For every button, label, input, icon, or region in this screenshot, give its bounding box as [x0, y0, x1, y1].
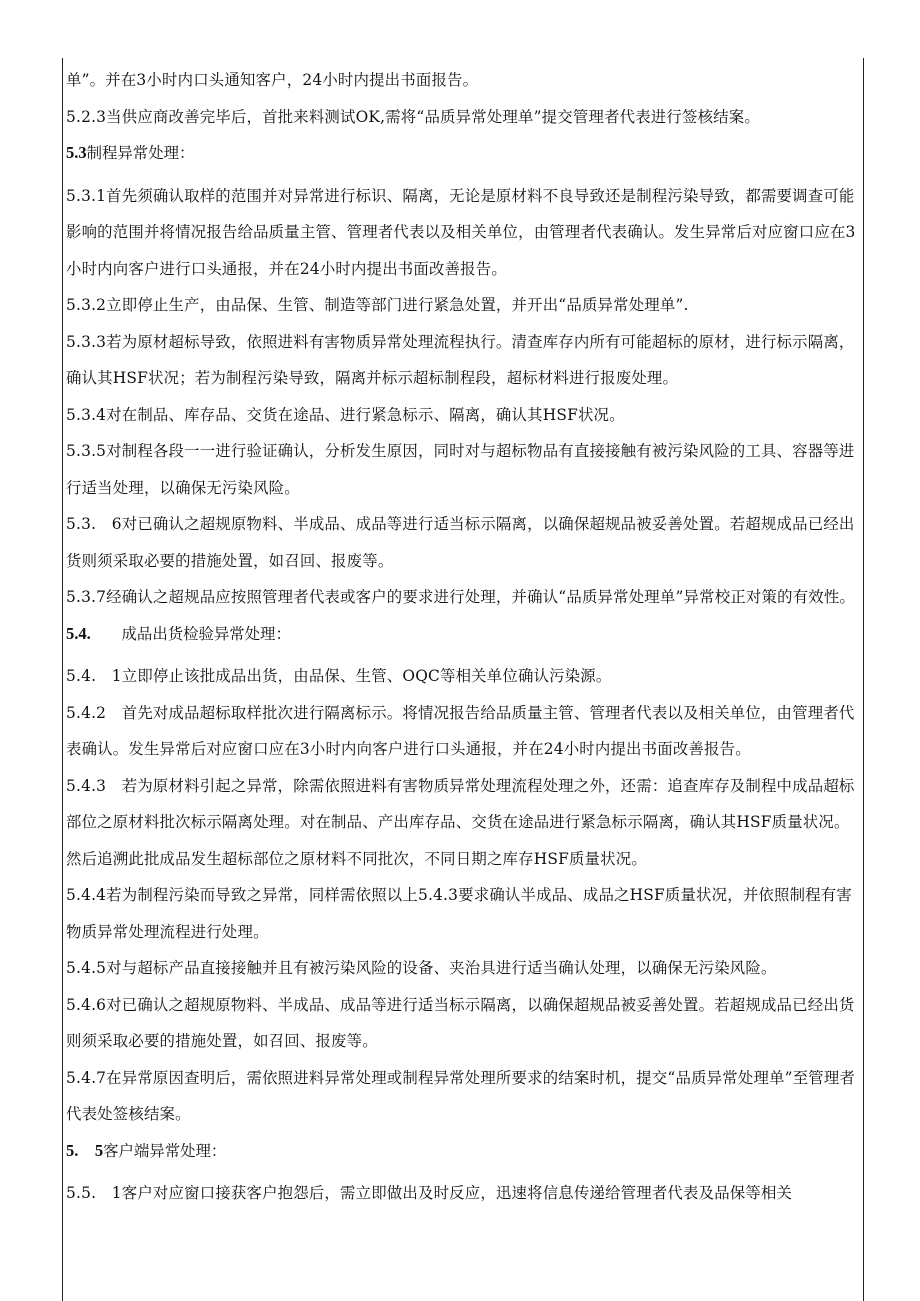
paragraph: 5.3.3若为原材超标导致，依照进料有害物质异常处理流程执行。清查库存内所有可能超标的原材，进行标示隔离，确认其HSF状况；若为制程污染导致，隔离并标示超标制程段，超标材料进行报废处理。	[66, 332, 855, 387]
paragraph: 单”。并在3小时内口头通知客户，24小时内提出书面报告。	[66, 71, 479, 89]
section-title: 成品出货检验异常处理：	[90, 624, 291, 643]
paragraph: 5.3.4对在制品、库存品、交货在途品、进行紧急标示、隔离，确认其HSF状况。	[66, 405, 625, 424]
paragraph: 5.4. 1立即停止该批成品出货，由品保、生管、OQC等相关单位确认污染源。	[66, 667, 612, 685]
paragraph: 5.3.5对制程各段一一进行验证确认，分析发生原因，同时对与超标物品有直接接触有被污染风险的工具、容器等进行适当处理，以确保无污染风险。	[66, 442, 855, 497]
paragraph: 5.2.3当供应商改善完毕后，首批来料测试OK,需将“品质异常处理单”提交管理者代表进行签核结案。	[66, 107, 760, 126]
section-number: 5.4.	[66, 623, 91, 643]
paragraph: 5.3.1首先须确认取样的范围并对异常进行标识、隔离，无论是原材料不良导致还是制程污染导致，都需要调查可能影响的范围并将情况报告给品质量主管、管理者代表以及相关单位，由管理者代表确认。发生异常后对应窗口应在3小时内向客户进行口头通报，并在24小时内提出书面改善报告。	[66, 186, 856, 278]
paragraph: 5.4.3 若为原材料引起之异常，除需依照进料有害物质异常处理流程处理之外，还需：追查库存及制程中成品超标部位之原材料批次标示隔离处理。对在制品、产出库存品、交货在途品进行紧急标示隔离，确认其HSF质量状况。然后追溯此批成品发生超标部位之原材料不同批次，不同日期之库存HSF质量状况。	[66, 776, 855, 868]
paragraph: 5.5. 1客户对应窗口接获客户抱怨后，需立即做出及时反应，迅速将信息传递给管理者代表及品保等相关	[66, 1184, 793, 1202]
paragraph: 5.4.2 首先对成品超标取样批次进行隔离标示。将情况报告给品质量主管、管理者代表以及相关单位，由管理者代表确认。发生异常后对应窗口应在3小时内向客户进行口头通报，并在24小时内提出书面改善报告。	[66, 703, 855, 758]
paragraph: 5.3.7经确认之超规品应按照管理者代表或客户的要求进行处理，并确认“品质异常处理单”异常校正对策的有效性。	[66, 588, 856, 606]
paragraph: 5.3.2立即停止生产，由品保、生管、制造等部门进行紧急处置，并开出“品质异常处理单”.	[66, 296, 689, 314]
document-body	[66, 62, 858, 1212]
section-title: 客户端异常处理：	[103, 1141, 227, 1160]
paragraph: 5.4.7在异常原因查明后，需依照进料异常处理或制程异常处理所要求的结案时机，提交“品质异常处理单”至管理者代表处签核结案。	[66, 1068, 856, 1123]
section-heading	[66, 616, 858, 653]
paragraph: 5.4.5对与超标产品直接接触并且有被污染风险的设备、夹治具进行适当确认处理，以确保无污染风险。	[66, 959, 777, 977]
section-title: 制程异常处理：	[86, 144, 195, 162]
section-number: 5.3	[66, 143, 87, 162]
paragraph: 5.4.6对已确认之超规原物料、半成品、成品等进行适当标示隔离，以确保超规品被妥善处置。若超规成品已经出货则须采取必要的措施处置，如召回、报废等。	[66, 995, 855, 1050]
section-heading	[66, 135, 858, 172]
section-heading	[66, 1133, 858, 1170]
section-number: 5. 5	[66, 1140, 104, 1160]
paragraph: 5.3. 6对已确认之超规原物料、半成品、成品等进行适当标示隔离，以确保超规品被妥善处置。若超规成品已经出货则须采取必要的措施处置，如召回、报废等。	[66, 515, 855, 570]
paragraph: 5.4.4若为制程污染而导致之异常，同样需依照以上5.4.3要求确认半成品、成品之HSF质量状况，并依照制程有害物质异常处理流程进行处理。	[66, 886, 852, 941]
